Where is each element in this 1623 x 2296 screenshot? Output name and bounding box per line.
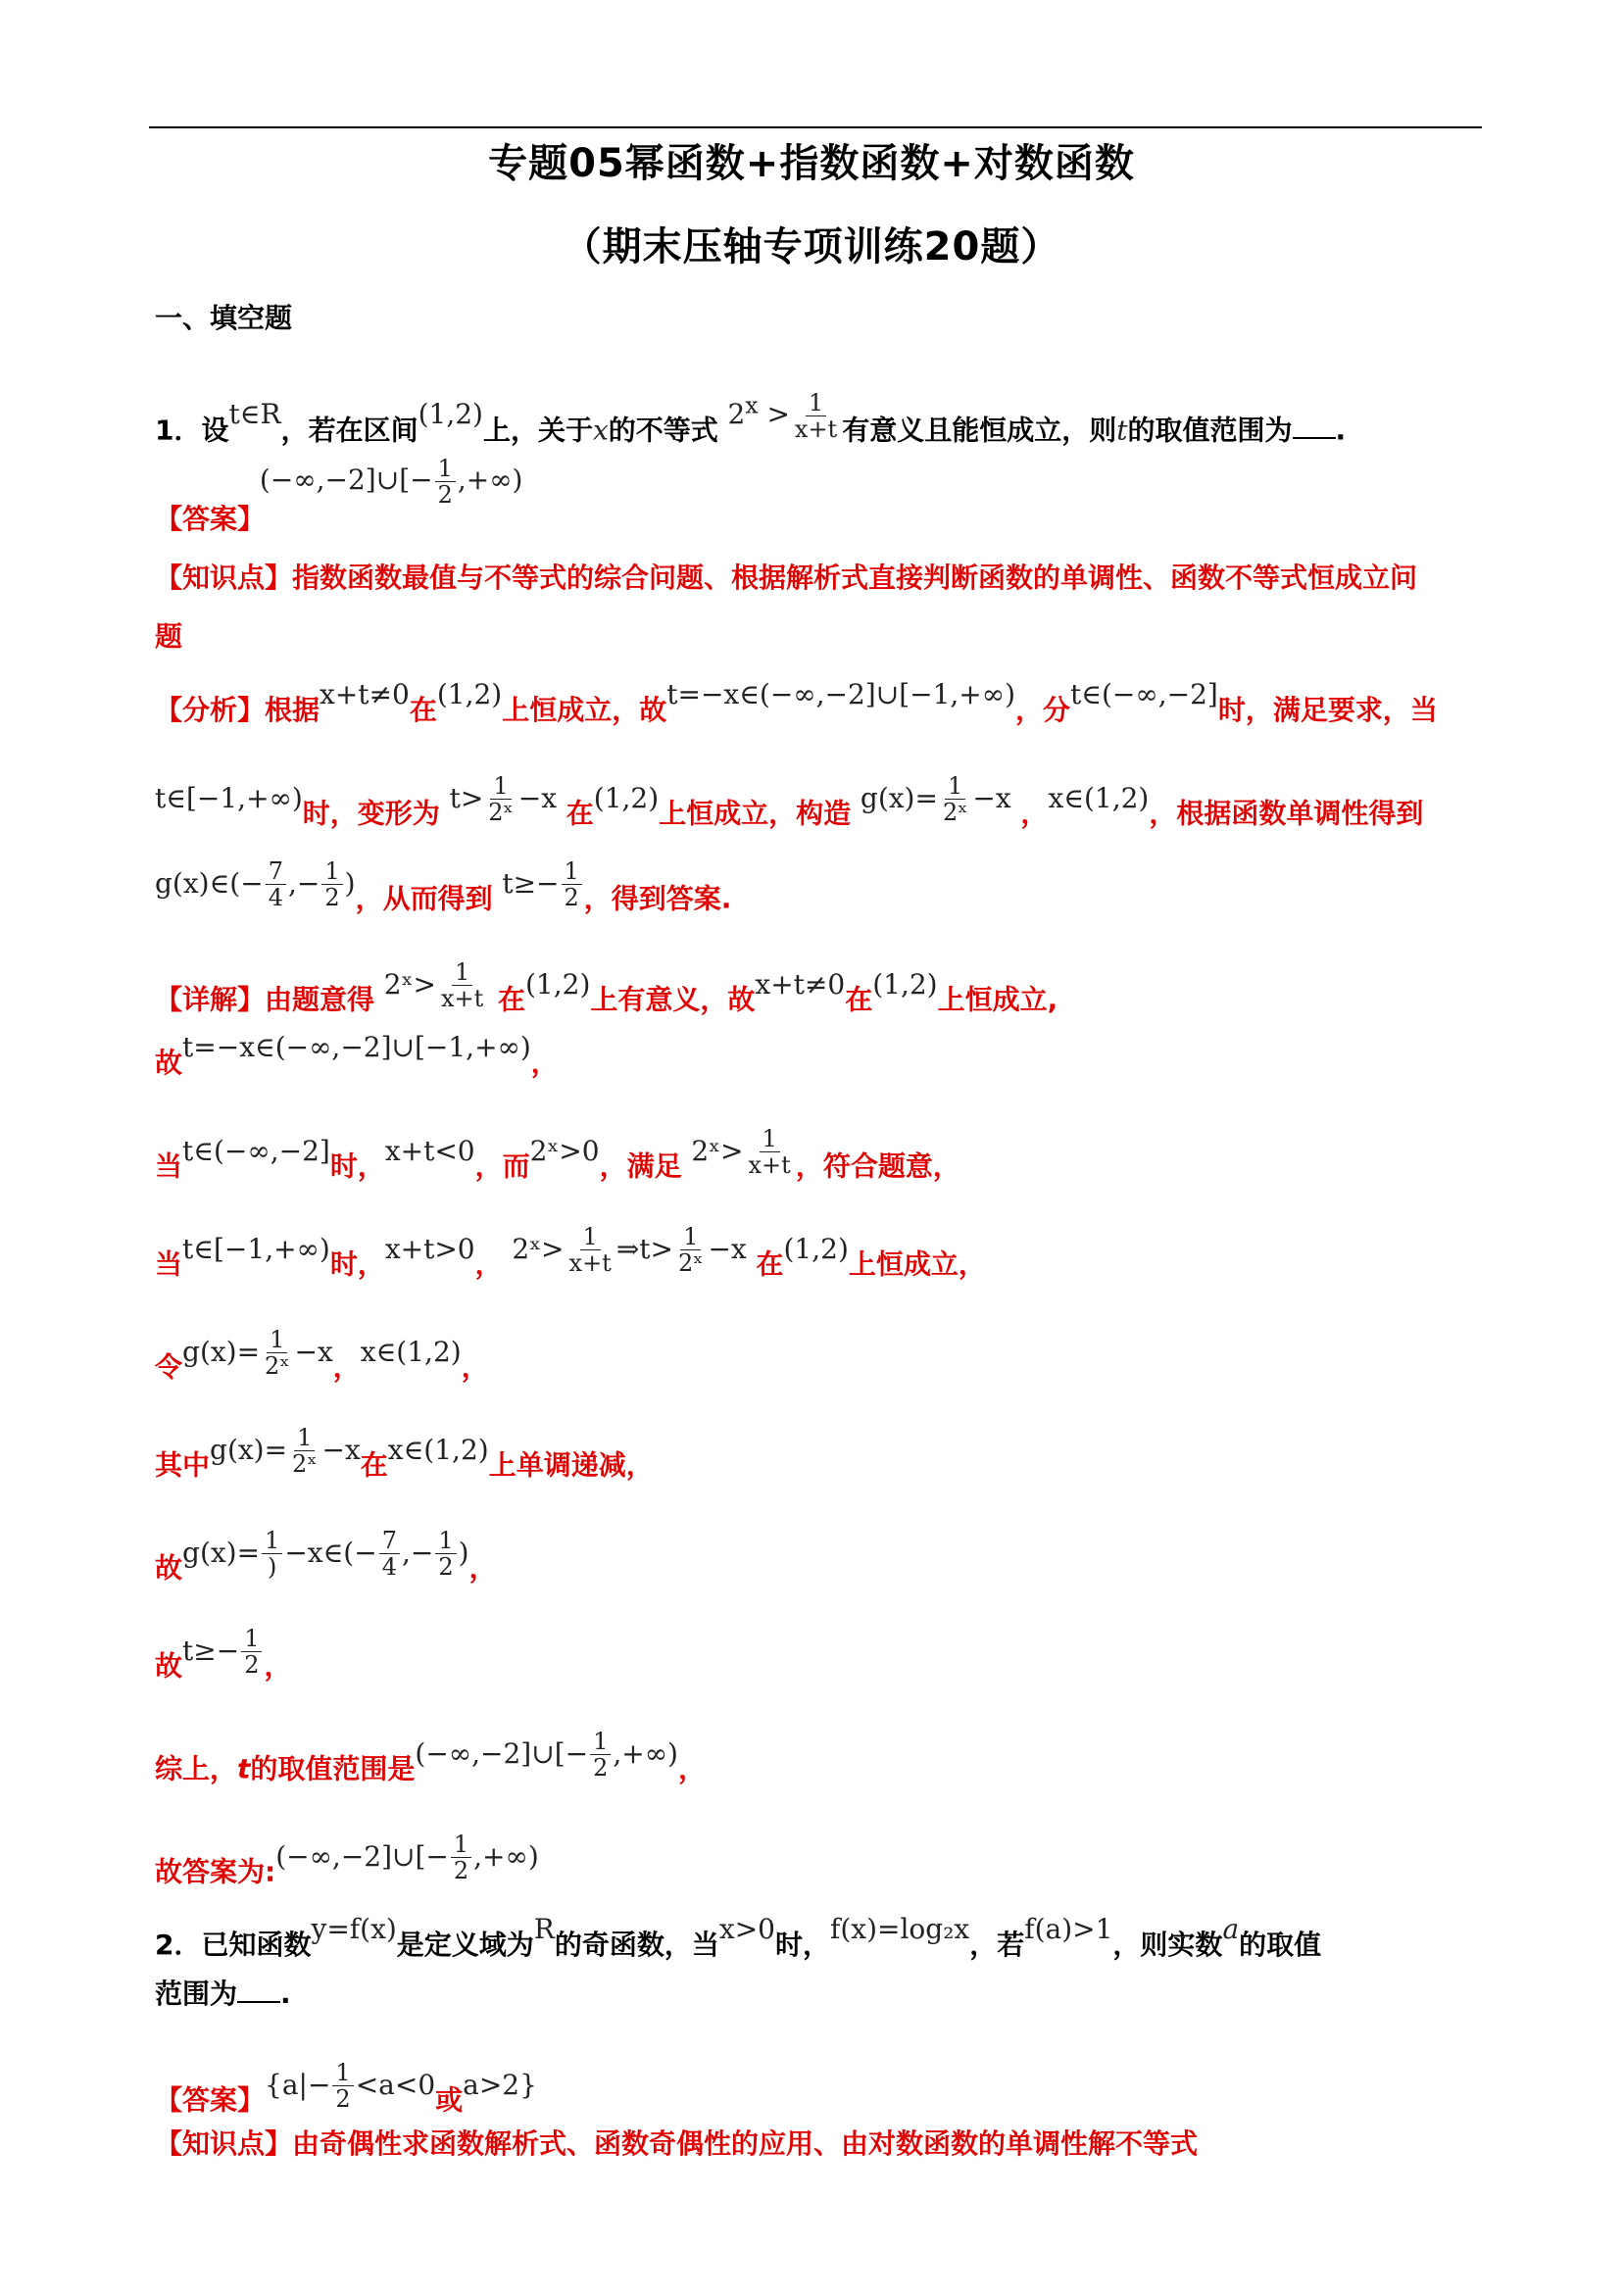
question-2-cont: 范围为 . bbox=[155, 1978, 291, 2010]
detail-1-line6: 其中g(x)= $\frac{1}{\text{2ˣ}}$ −x在x∈(1,2)上单调递减， bbox=[155, 1424, 654, 1482]
detail-1-line5: 令g(x)= $\frac{1}{\text{2ˣ}}$ −x，x∈(1,2)， bbox=[155, 1326, 489, 1384]
detail-1-line4: 当t∈[−1,+∞)时，x+t>0， 2ˣ> $\frac{1}{x+t}$ ⇒t> $\frac{1}{\text{2ˣ}}$ −x 在(1,2)上恒成立， bbox=[155, 1223, 986, 1281]
inequality: 2$^x$ > bbox=[727, 392, 790, 431]
question-2: 2．已知函数y=f(x)是定义域为R的奇函数，当x>0时，f(x)=log₂x，若f(a)>1，则实数a的取值 bbox=[155, 1913, 1322, 1961]
detail-1: 【详解】由题意得 2ˣ> $\frac{1}{x+t}$ 在(1,2)上有意义，故x+t≠0在(1,2)上恒成立, bbox=[155, 958, 1058, 1016]
detail-1-line10: 故答案为:(−∞,−2]∪[− $\frac{1}{2}$ ,+∞) bbox=[155, 1831, 539, 1888]
question-number: 1． bbox=[155, 414, 202, 447]
knowledge-label: 【知识点】 bbox=[155, 562, 293, 594]
analysis-label: 【分析】 bbox=[155, 694, 266, 726]
answer-math: (−∞,−2]∪[− $\frac{1}{2}$ ,+∞) bbox=[259, 455, 523, 509]
answer-2: 【答案】{a|− $\frac{1}{2}$ <a<0或a>2} bbox=[155, 2059, 537, 2117]
answer-blank bbox=[237, 1978, 280, 2003]
detail-1-line9: 综上，t的取值范围是(−∞,−2]∪[− $\frac{1}{2}$ ,+∞)， bbox=[155, 1728, 706, 1785]
analysis-1-line3: g(x)∈(− $\frac{7}{4}$ ,− $\frac{1}{2}$ )，从而得到 t≥− $\frac{1}{2}$ ，得到答案. bbox=[155, 857, 732, 915]
question-1: 1．设t∈R，若在区间(1,2)上，关于x的不等式 2$^x$ > $\frac{1}{x+t}$ 有意义且能恒成立，则t的取值范围为 . bbox=[155, 388, 1347, 447]
answer-label: 【答案】 bbox=[155, 2083, 266, 2117]
question-number: 2． bbox=[155, 1929, 202, 1961]
document-title: 专题05幂函数+指数函数+对数函数 bbox=[488, 141, 1135, 186]
analysis-1-line2: t∈[−1,+∞)时，变形为 t> $\frac{1}{\text{2ˣ}}$ −x 在(1,2)上恒成立，构造 g(x)= $\frac{1}{\text{2ˣ}}$ −x ，x∈(1,2)，根据函数单调性得到 bbox=[155, 772, 1424, 830]
document-subtitle: （期末压轴专项训练20题） bbox=[562, 224, 1061, 269]
section-heading: 一、填空题 bbox=[155, 302, 293, 334]
analysis-1: 【分析】根据x+t≠0在(1,2)上恒成立，故t=−x∈(−∞,−2]∪[−1,+∞)，分t∈(−∞,−2]时，满足要求，当 bbox=[155, 678, 1438, 726]
knowledge-1-cont: 题 bbox=[155, 620, 183, 653]
answer-1 bbox=[155, 455, 1478, 547]
answer-blank bbox=[1293, 414, 1336, 439]
detail-1-line2: 故t=−x∈(−∞,−2]∪[−1,+∞)， bbox=[155, 1031, 559, 1079]
header-rule bbox=[149, 126, 1482, 128]
answer-label: 【答案】 bbox=[155, 503, 266, 535]
detail-label: 【详解】 bbox=[155, 983, 266, 1016]
detail-1-line3: 当t∈(−∞,−2]时，x+t<0，而2ˣ>0，满足 2ˣ> $\frac{1}{x+t}$ ，符合题意， bbox=[155, 1125, 960, 1183]
detail-1-line7: 故g(x)= $\frac{1}{)}$ −x∈(− $\frac{7}{4}$ ,− $\frac{1}{2}$ )， bbox=[155, 1527, 497, 1585]
knowledge-1: 【知识点】指数函数最值与不等式的综合问题、根据解析式直接判断函数的单调性、函数不等式恒成立问 bbox=[155, 562, 1418, 594]
knowledge-2: 【知识点】由奇偶性求函数解析式、函数奇偶性的应用、由对数函数的单调性解不等式 bbox=[155, 2127, 1199, 2160]
detail-1-line8: 故t≥− $\frac{1}{2}$ ， bbox=[155, 1625, 292, 1683]
knowledge-label: 【知识点】 bbox=[155, 2127, 293, 2160]
